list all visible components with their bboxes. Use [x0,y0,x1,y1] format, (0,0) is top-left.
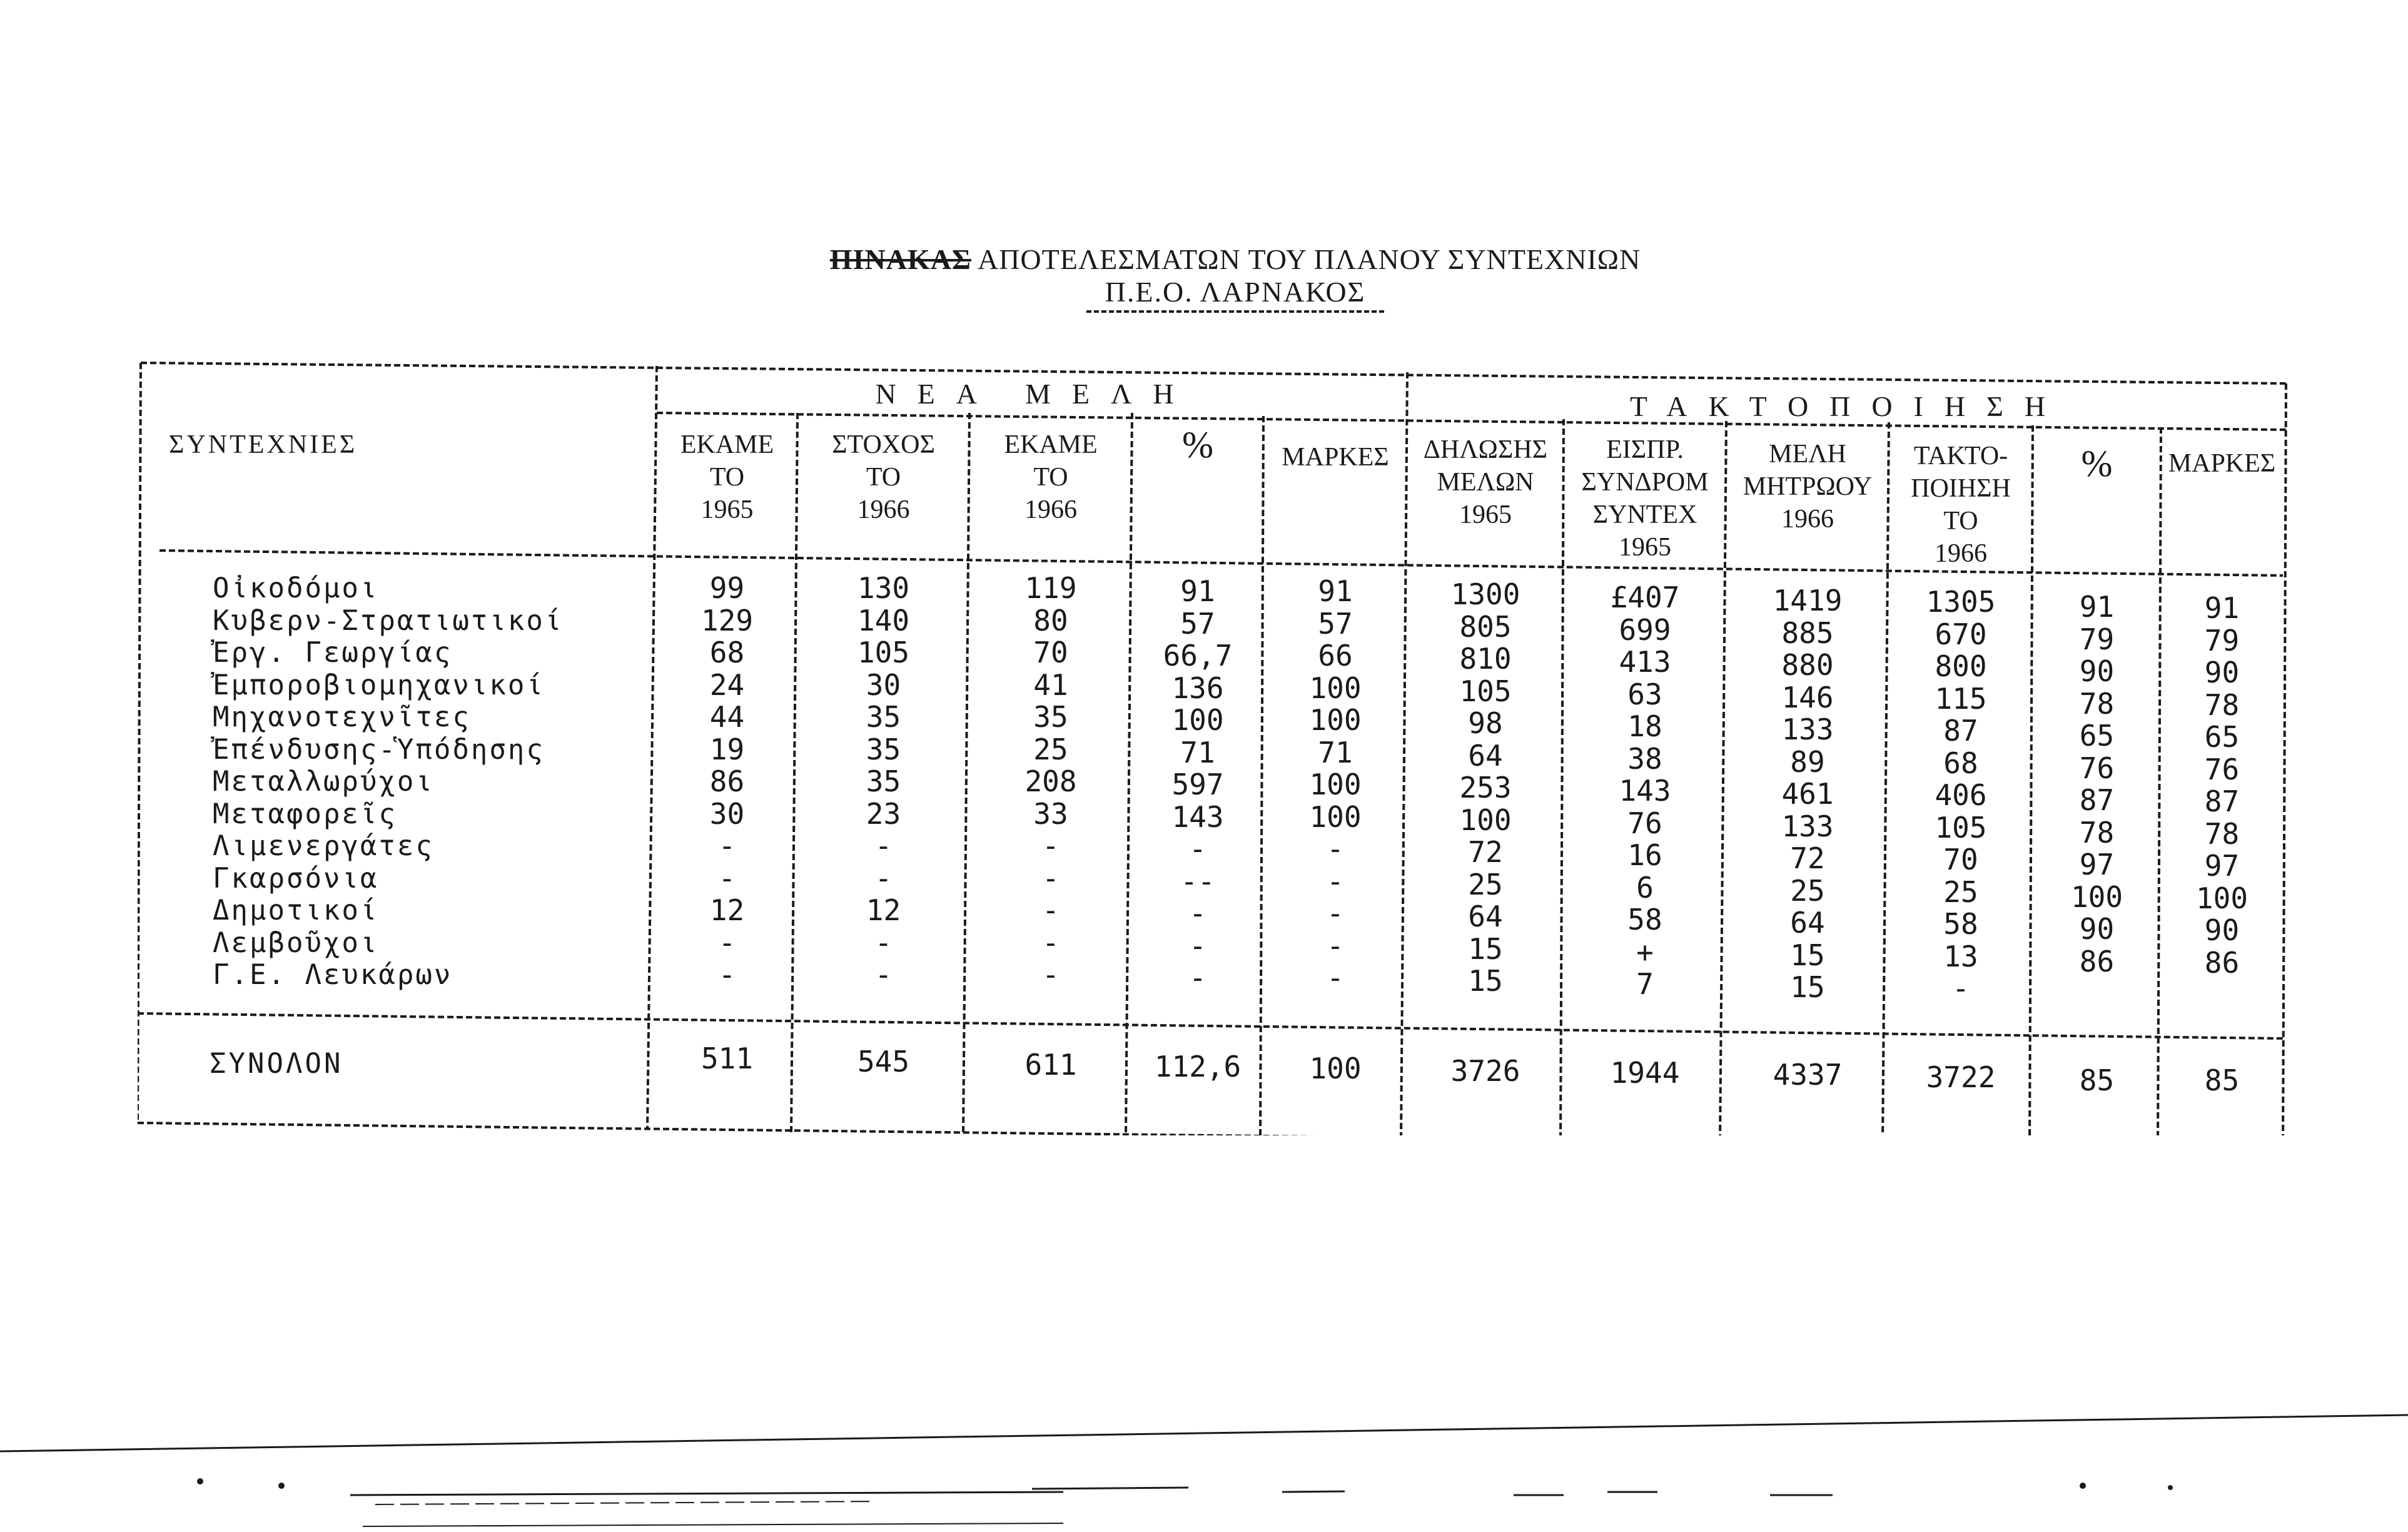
table-cell: 406 [1935,778,1987,812]
table-cell: 100 [2195,881,2249,915]
table-cell: 253 [1459,771,1512,804]
column-header [1263,441,1407,539]
table-cell: 597 [1171,768,1224,801]
table-cell: - [874,861,893,895]
total-cell: 545 [857,1045,910,1078]
column-header-line: 1966 [1935,539,1987,568]
table-cell: - [1042,925,1060,960]
table-cell: + [1636,935,1654,969]
table-cell: 12 [866,893,901,927]
table-cell: 1305 [1926,585,1996,619]
table-cell: 86 [2204,945,2240,980]
table-cell: 100 [1309,671,1362,705]
table-cell: 78 [2079,686,2115,721]
data-column [1564,582,1726,1001]
table-cell: 100 [2070,880,2123,914]
table-cell: 140 [857,603,910,637]
column-header-line: ΤΟ [1033,463,1068,492]
table-cell: 15 [1790,970,1825,1004]
trade-name: Λιμενεργάτες [213,830,434,862]
table-cell: - [874,958,893,992]
column-header-line: ΜΑΡΚΕΣ [1282,443,1389,472]
trade-name: Γ.Ε. Λευκάρων [213,959,453,991]
table-cell: 58 [1943,907,1978,941]
trade-name: Μεταφορεῖς [213,798,397,830]
table-cell: 35 [866,700,901,734]
total-cell: 511 [701,1042,754,1075]
table-cell: - [1189,832,1207,866]
scan-footer-marks [0,1408,2408,1532]
trade-name: Δημοτικοί [213,895,379,926]
total-cell: 611 [1024,1048,1077,1082]
table-cell: 89 [1790,744,1825,779]
table-cell: 66 [1318,639,1353,672]
table-cell: 97 [2204,849,2240,883]
table-cell: - [718,958,736,992]
table-cell: 44 [709,700,745,734]
column-header [2161,447,2283,545]
data-column [2161,592,2283,1012]
table-cell: 76 [1627,806,1662,840]
column-header-line: 1965 [701,495,754,524]
table-cell: 461 [1781,777,1834,811]
column-header-line [2161,480,2283,512]
total-cell: 85 [2204,1063,2240,1097]
table-cell: - [718,829,736,863]
table-cell: - [1189,896,1207,930]
table-cell: 23 [866,796,901,831]
column-header-line: ΣΥΝΤΕΧ [1592,500,1697,529]
column-header-line: 1965 [1459,500,1512,529]
column-header-line: ΜΗΤΡΩΟΥ [1743,472,1873,501]
table-cell: 16 [1627,838,1662,872]
column-header [2033,443,2161,545]
table-cell: 25 [1943,875,1978,909]
table-cell: - [1327,896,1344,930]
table-cell: - [1327,928,1344,963]
table-cell: 208 [1024,764,1077,798]
table-cell [2161,979,2283,1012]
table-cell: 99 [709,571,745,605]
table-cell: 76 [2079,751,2115,785]
group-regularization: ΤΑΚΤΟΠΟΙΗΣΗ [1629,390,2067,422]
table-cell: 670 [1935,617,1987,651]
table-cell: 805 [1459,609,1512,644]
table-cell: - [1042,958,1060,992]
table-cell: 129 [701,603,754,637]
data-column [1726,585,1889,1004]
column-header-line: ΜΑΡΚΕΣ [2168,449,2276,478]
table-cell: 885 [1781,616,1834,650]
table-cell: 64 [1468,900,1503,933]
trade-name: Ἐμποροβιομηχανικοί [213,669,545,701]
table-cell: 146 [1781,680,1834,714]
table-cell: £407 [1610,581,1680,614]
column-header [1889,440,2033,570]
table-cell: 100 [1309,768,1362,801]
column-header-line: % [2081,443,2113,484]
table-cell: 105 [1935,810,1987,845]
data-column [1132,576,1263,995]
table-cell: 86 [709,764,745,798]
total-cell: 112,6 [1154,1050,1242,1083]
table-cell: 57 [1180,606,1215,641]
table-cell: - [718,925,736,960]
column-header-line [1263,474,1407,506]
column-header-line [2033,512,2161,545]
table-cell: 100 [1309,703,1362,737]
table-cell: 87 [2204,784,2240,818]
data-column [1407,579,1564,998]
total-cell: 3726 [1450,1054,1520,1088]
table-cell: 1300 [1450,577,1520,611]
column-header-line: ΤΑΚΤΟ- [1913,442,2008,470]
table-cell: 15 [1468,931,1503,966]
title-first-word: ΠΙΝΑΚΑΣ [829,243,971,275]
trade-name: Κυβερν-Στρατιωτικοί [213,604,564,637]
table-cell: 71 [1318,735,1353,769]
table-cell: 65 [2079,719,2115,753]
table-cell: 133 [1781,713,1834,746]
table-cell: - [1952,971,1970,1005]
table-cell: 65 [2204,720,2240,754]
table-cell: 25 [1468,867,1503,901]
table-cell: 79 [2204,623,2240,657]
trade-name: Μηχανοτεχνῖτες [213,701,471,733]
table-cell: 78 [2079,815,2115,850]
table-cell: 41 [1033,667,1068,702]
table-cell: - [874,829,893,863]
table-cell: 35 [866,764,901,798]
table-cell: 119 [1024,571,1077,605]
total-label: ΣΥΝΟΛΟΝ [210,1048,343,1080]
table-cell: - [1327,864,1344,898]
column-header-line: ΠΟΙΗΣΗ [1911,474,2011,503]
table-cell: 91 [2079,590,2115,624]
table-cell: 130 [857,571,910,605]
total-cell: 100 [1309,1052,1362,1085]
column-header-line [2033,480,2161,512]
table-cell: 90 [2079,912,2115,946]
table-cell: 91 [1318,574,1353,608]
table-cell: 72 [1468,835,1503,869]
table-cell: 80 [1033,603,1068,637]
column-header-line: ΜΕΛΗ [1769,440,1846,469]
data-column [657,572,797,992]
table-cell: 7 [1636,967,1654,1001]
row-header-label: ΣΥΝΤΕΧΝΙΕΣ [169,430,358,459]
column-header-line: ΣΤΟΧΟΣ [832,430,935,459]
column-header-line: ΤΟ [1943,507,1978,535]
trade-name: Λεμβοῦχοι [213,926,379,959]
table-cell: 66,7 [1163,639,1233,672]
table-cell: 64 [1790,906,1825,940]
table-cell: 25 [1033,732,1068,766]
table-cell: 78 [2204,816,2240,851]
table-cell: 25 [1790,873,1825,908]
data-column [2033,591,2161,1010]
column-header-line [1263,506,1407,539]
column-header [797,429,969,526]
table-cell: 133 [1781,809,1834,843]
table-cell: - [1042,861,1060,895]
column-header-line: 1965 [1619,533,1671,562]
column-header [1407,434,1564,531]
table-cell: 18 [1627,709,1662,743]
column-header [1564,434,1726,564]
table-cell: 35 [866,732,901,766]
table-cell: 86 [2079,944,2115,978]
table-cell: 87 [2079,783,2115,817]
column-header [1132,424,1263,526]
table-cell: 24 [709,667,745,702]
column-header-line [1132,494,1263,526]
results-table [138,360,2289,1135]
table-cell: 91 [2204,591,2240,625]
data-column [1263,576,1407,995]
table-cell: 57 [1318,606,1353,641]
table-cell: - [1327,832,1344,866]
column-header [657,429,797,526]
table-cell: - [1327,961,1344,995]
document-subtitle [813,275,1657,308]
table-cell: 13 [1943,939,1978,973]
table-cell: 33 [1033,796,1068,831]
title-rest: ΑΠΟΤΕΛΕΣΜΑΤΩΝ ΤΟΥ ΠΛΑΝΟΥ ΣΥΝΤΕΧΝΙΩΝ [971,243,1641,275]
table-cell: 78 [2204,687,2240,722]
column-header-line: ΤΟ [709,463,745,492]
column-header-line: ΤΟ [866,463,901,492]
column-header [1726,438,1889,535]
table-cell: - [1042,893,1060,927]
table-cell: 19 [709,732,745,766]
trade-name: Οἰκοδόμοι [213,572,379,604]
table-cell: 699 [1619,612,1671,647]
table-cell: 100 [1309,799,1362,834]
document-title [813,241,1657,278]
data-column [1889,586,2033,1005]
column-header-line: % [1182,424,1213,465]
table-cell: 800 [1935,649,1987,683]
table-cell: 90 [2204,913,2240,947]
table-cell: 98 [1468,706,1503,740]
table-cell: 15 [1468,964,1503,998]
table-cell: 143 [1171,799,1224,834]
column-header-line [2161,512,2283,545]
table-cell: 1419 [1773,584,1843,617]
table-cell: 143 [1619,774,1671,808]
total-cell: 1944 [1610,1056,1680,1090]
table-cell: 58 [1627,903,1662,936]
column-header-line: ΕΚΑΜΕ [680,430,774,459]
table-cell: 76 [2204,752,2240,786]
table-cell: 68 [1943,746,1978,780]
table-cell: 100 [1171,703,1224,737]
trade-name: Μεταλλωρύχοι [213,766,434,798]
column-header-line: 1966 [1024,495,1077,524]
table-cell: - [718,861,736,895]
table-cell: 413 [1619,645,1671,679]
table-cell: 105 [1459,674,1512,708]
column-header-line: ΔΗΛΩΣΗΣ [1423,435,1548,464]
table-cell: 6 [1636,870,1654,905]
table-cell: 100 [1459,803,1512,837]
trade-name: Γκαρσόνια [213,862,379,895]
trade-name: Ἐπένδυσης-Ὑπόδησης [213,733,545,766]
column-header [969,429,1132,526]
table-cell: - [1042,829,1060,863]
table-cell [2033,978,2161,1010]
table-cell: 115 [1935,681,1987,716]
table-cell: - [874,925,893,960]
column-header-line [1132,461,1263,494]
column-header-line: 1966 [1781,505,1834,534]
table-cell: 30 [709,796,745,831]
table-cell: 87 [1943,714,1978,748]
table-cell: 35 [1033,700,1068,734]
table-cell: 12 [709,893,745,927]
table-cell: 71 [1180,735,1215,769]
table-cell: - [1189,961,1207,995]
column-header-line: 1966 [857,495,910,524]
table-cell: 70 [1033,636,1068,669]
data-column [969,572,1132,992]
table-cell: 97 [2079,848,2115,881]
total-cell: 4337 [1773,1058,1843,1092]
table-cell: 79 [2079,622,2115,656]
table-cell: 15 [1790,938,1825,972]
table-cell: 64 [1468,738,1503,773]
total-cell: 3722 [1926,1060,1996,1094]
table-cell: 90 [2079,654,2115,688]
trade-name: Ἐργ. Γεωργίας [213,637,453,669]
column-header-line: ΕΙΣΠΡ. [1606,435,1684,464]
table-cell: 30 [866,667,901,702]
column-header-line: ΕΚΑΜΕ [1004,430,1098,459]
table-cell: 880 [1781,648,1834,682]
column-header-line: ΣΥΝΔΡΟΜ [1581,468,1709,497]
table-cell: 63 [1627,677,1662,711]
table-cell: 72 [1790,841,1825,875]
table-cell: 105 [857,636,910,669]
column-header-line: ΜΕΛΩΝ [1437,468,1534,497]
trade-names-column [213,572,563,992]
table-cell: 38 [1627,741,1662,776]
subtitle-text: Π.Ε.Ο. ΛΑΡΝΑΚΟΣ [1086,276,1385,313]
table-cell: 91 [1180,574,1215,608]
table-cell: 70 [1943,843,1978,876]
table-cell: 68 [709,636,745,669]
table-cell: 90 [2204,656,2240,689]
group-new-members: ΝΕΑ ΜΕΛΗ [875,378,1195,410]
table-cell: 136 [1171,671,1224,705]
table-cell: 810 [1459,642,1512,676]
table-cell: -- [1180,864,1215,898]
total-cell: 85 [2079,1063,2115,1097]
data-column [797,572,969,992]
table-cell: - [1189,928,1207,963]
